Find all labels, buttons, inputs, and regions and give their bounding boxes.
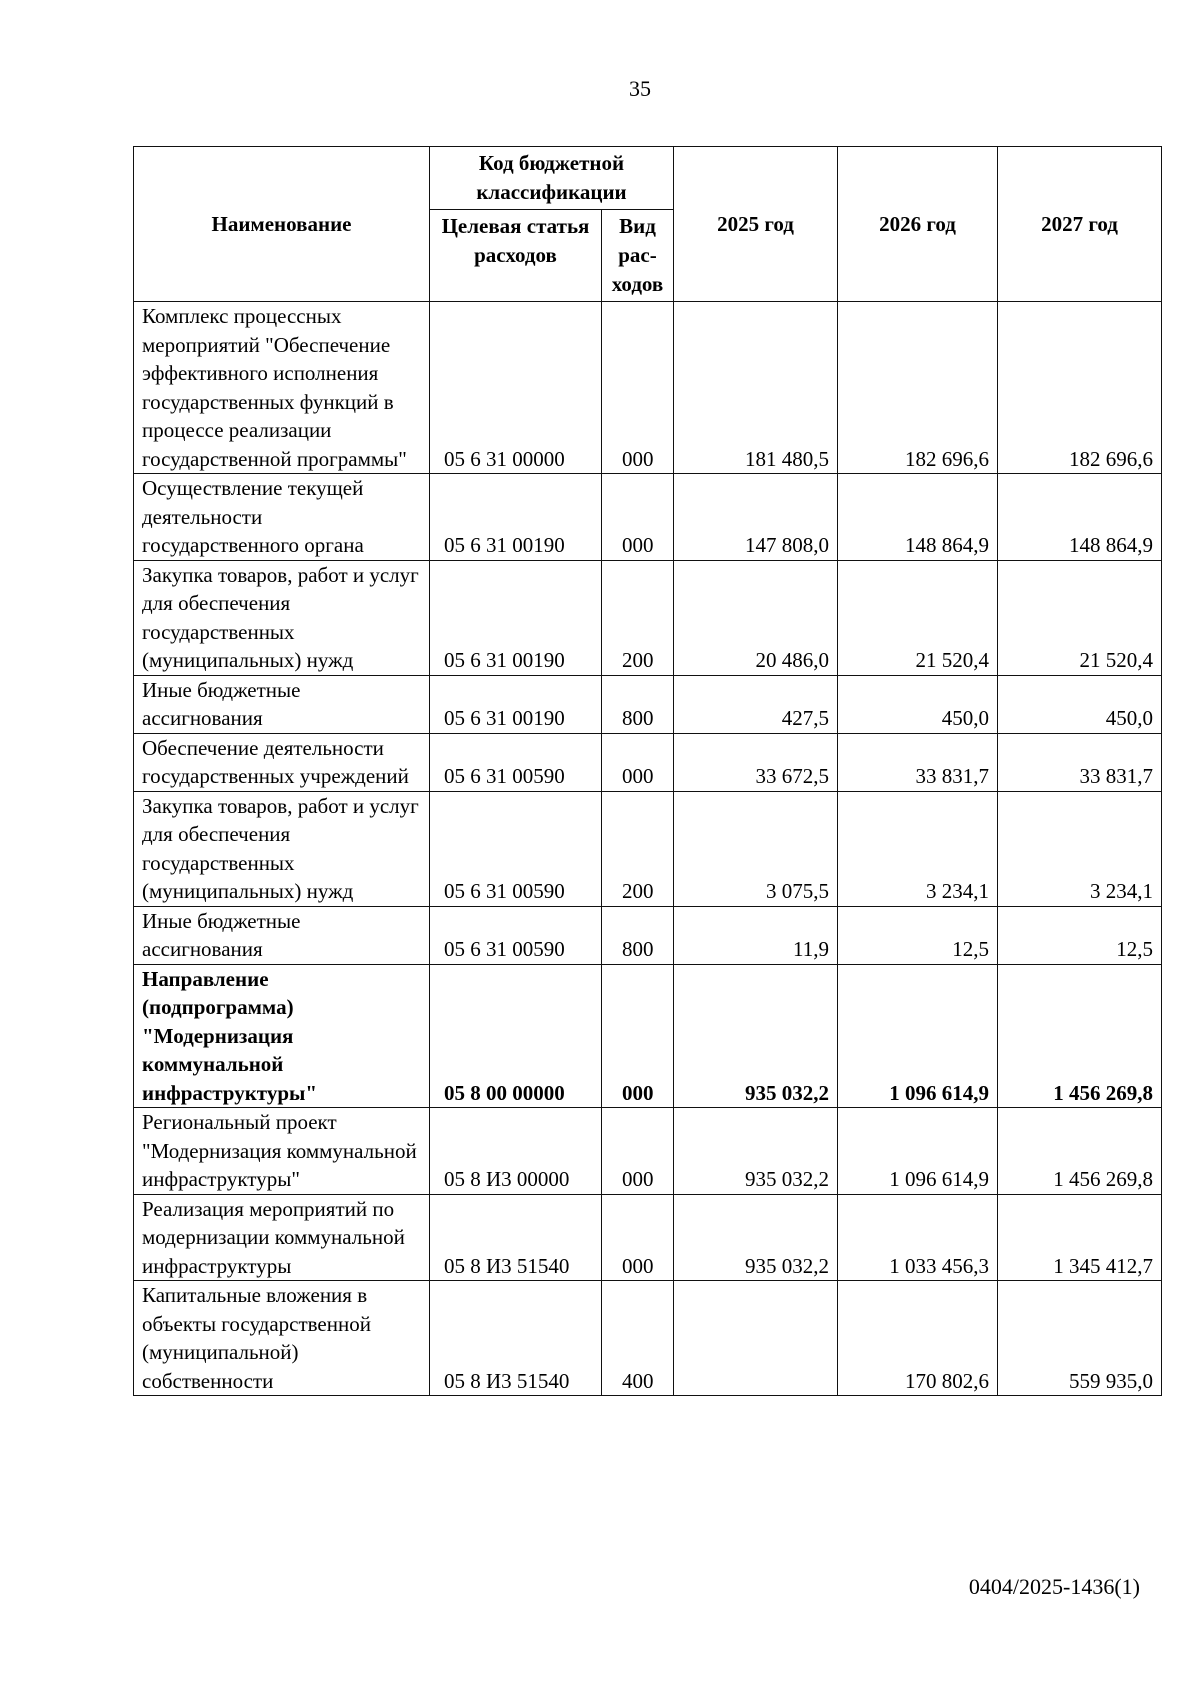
table-row <box>134 1194 1162 1281</box>
row-name-cell: Закупка товаров, работ и услуг для обеспечения государственных (муниципальных) нужд <box>134 560 430 675</box>
row-2026-cell: 1 033 456,3 <box>838 1194 998 1281</box>
row-expense-type-cell: 000 <box>602 733 674 791</box>
row-name-cell: Капитальные вложения в объекты государственной (муниципальной) собственности <box>134 1281 430 1396</box>
row-2027-cell: 12,5 <box>998 906 1162 964</box>
row-name-cell: Иные бюджетные ассигнования <box>134 906 430 964</box>
row-2027-cell: 1 456 269,8 <box>998 1108 1162 1195</box>
row-name-cell: Обеспечение деятельности государственных учреждений <box>134 733 430 791</box>
row-2025-cell: 935 032,2 <box>674 1108 838 1195</box>
row-2025-cell: 11,9 <box>674 906 838 964</box>
row-expense-type-cell: 000 <box>602 302 674 474</box>
row-2027-cell: 559 935,0 <box>998 1281 1162 1396</box>
table-header <box>134 147 1162 302</box>
row-2027-cell: 21 520,4 <box>998 560 1162 675</box>
row-2027-cell: 182 696,6 <box>998 302 1162 474</box>
row-2027-cell: 3 234,1 <box>998 791 1162 906</box>
row-name-cell: Комплекс процессных мероприятий "Обеспечение эффективного исполнения государственных функций в процессе реализации государственной программы" <box>134 302 430 474</box>
row-expense-type-cell: 000 <box>602 474 674 561</box>
row-2027-cell: 148 864,9 <box>998 474 1162 561</box>
header-2025: 2025 год <box>674 147 838 302</box>
table-row <box>134 1108 1162 1195</box>
row-expense-type-cell: 000 <box>602 1108 674 1195</box>
row-2025-cell: 147 808,0 <box>674 474 838 561</box>
row-expense-type-cell: 000 <box>602 964 674 1108</box>
row-2027-cell: 1 456 269,8 <box>998 964 1162 1108</box>
row-2025-cell: 20 486,0 <box>674 560 838 675</box>
row-code-cell: 05 6 31 00190 <box>430 675 602 733</box>
row-2026-cell: 182 696,6 <box>838 302 998 474</box>
row-expense-type-cell: 800 <box>602 675 674 733</box>
table-row <box>134 675 1162 733</box>
row-code-cell: 05 8 И3 00000 <box>430 1108 602 1195</box>
row-2025-cell: 935 032,2 <box>674 964 838 1108</box>
budget-table <box>133 146 1162 1396</box>
row-code-cell: 05 6 31 00190 <box>430 560 602 675</box>
row-2025-cell: 427,5 <box>674 675 838 733</box>
table-row <box>134 560 1162 675</box>
row-2025-cell <box>674 1281 838 1396</box>
row-expense-type-cell: 200 <box>602 560 674 675</box>
header-expense-type: Вид рас-ходов <box>602 210 674 302</box>
row-expense-type-cell: 400 <box>602 1281 674 1396</box>
row-code-cell: 05 6 31 00190 <box>430 474 602 561</box>
row-2026-cell: 170 802,6 <box>838 1281 998 1396</box>
row-code-cell: 05 8 И3 51540 <box>430 1194 602 1281</box>
row-code-cell: 05 6 31 00590 <box>430 733 602 791</box>
row-2026-cell: 450,0 <box>838 675 998 733</box>
row-2026-cell: 1 096 614,9 <box>838 1108 998 1195</box>
header-2026: 2026 год <box>838 147 998 302</box>
row-2026-cell: 148 864,9 <box>838 474 998 561</box>
row-2025-cell: 935 032,2 <box>674 1194 838 1281</box>
header-code-group: Код бюджетной классификации <box>430 147 674 210</box>
table-row <box>134 906 1162 964</box>
row-expense-type-cell: 800 <box>602 906 674 964</box>
header-target-article: Целевая статья расходов <box>430 210 602 302</box>
row-2026-cell: 3 234,1 <box>838 791 998 906</box>
row-2025-cell: 181 480,5 <box>674 302 838 474</box>
header-name: Наименование <box>134 147 430 302</box>
row-code-cell: 05 6 31 00590 <box>430 791 602 906</box>
row-name-cell: Реализация мероприятий по модернизации коммунальной инфраструктуры <box>134 1194 430 1281</box>
row-2025-cell: 3 075,5 <box>674 791 838 906</box>
row-2026-cell: 1 096 614,9 <box>838 964 998 1108</box>
table-row <box>134 791 1162 906</box>
table-body <box>134 302 1162 1396</box>
row-2026-cell: 21 520,4 <box>838 560 998 675</box>
table-row <box>134 733 1162 791</box>
row-2026-cell: 12,5 <box>838 906 998 964</box>
row-2026-cell: 33 831,7 <box>838 733 998 791</box>
document-id: 0404/2025-1436(1) <box>968 1574 1140 1599</box>
row-2027-cell: 1 345 412,7 <box>998 1194 1162 1281</box>
row-code-cell: 05 6 31 00000 <box>430 302 602 474</box>
row-expense-type-cell: 200 <box>602 791 674 906</box>
row-name-cell: Закупка товаров, работ и услуг для обеспечения государственных (муниципальных) нужд <box>134 791 430 906</box>
header-2027: 2027 год <box>998 147 1162 302</box>
row-2027-cell: 450,0 <box>998 675 1162 733</box>
row-name-cell: Направление (подпрограмма) "Модернизация коммунальной инфраструктуры" <box>134 964 430 1108</box>
row-2027-cell: 33 831,7 <box>998 733 1162 791</box>
table-row <box>134 302 1162 474</box>
table-row <box>134 474 1162 561</box>
row-name-cell: Региональный проект "Модернизация коммунальной инфраструктуры" <box>134 1108 430 1195</box>
row-2025-cell: 33 672,5 <box>674 733 838 791</box>
row-expense-type-cell: 000 <box>602 1194 674 1281</box>
row-name-cell: Иные бюджетные ассигнования <box>134 675 430 733</box>
table-row <box>134 964 1162 1108</box>
row-code-cell: 05 8 И3 51540 <box>430 1281 602 1396</box>
row-code-cell: 05 8 00 00000 <box>430 964 602 1108</box>
row-code-cell: 05 6 31 00590 <box>430 906 602 964</box>
table-row <box>134 1281 1162 1396</box>
row-name-cell: Осуществление текущей деятельности государственного органа <box>134 474 430 561</box>
page-number: 35 <box>629 76 651 101</box>
